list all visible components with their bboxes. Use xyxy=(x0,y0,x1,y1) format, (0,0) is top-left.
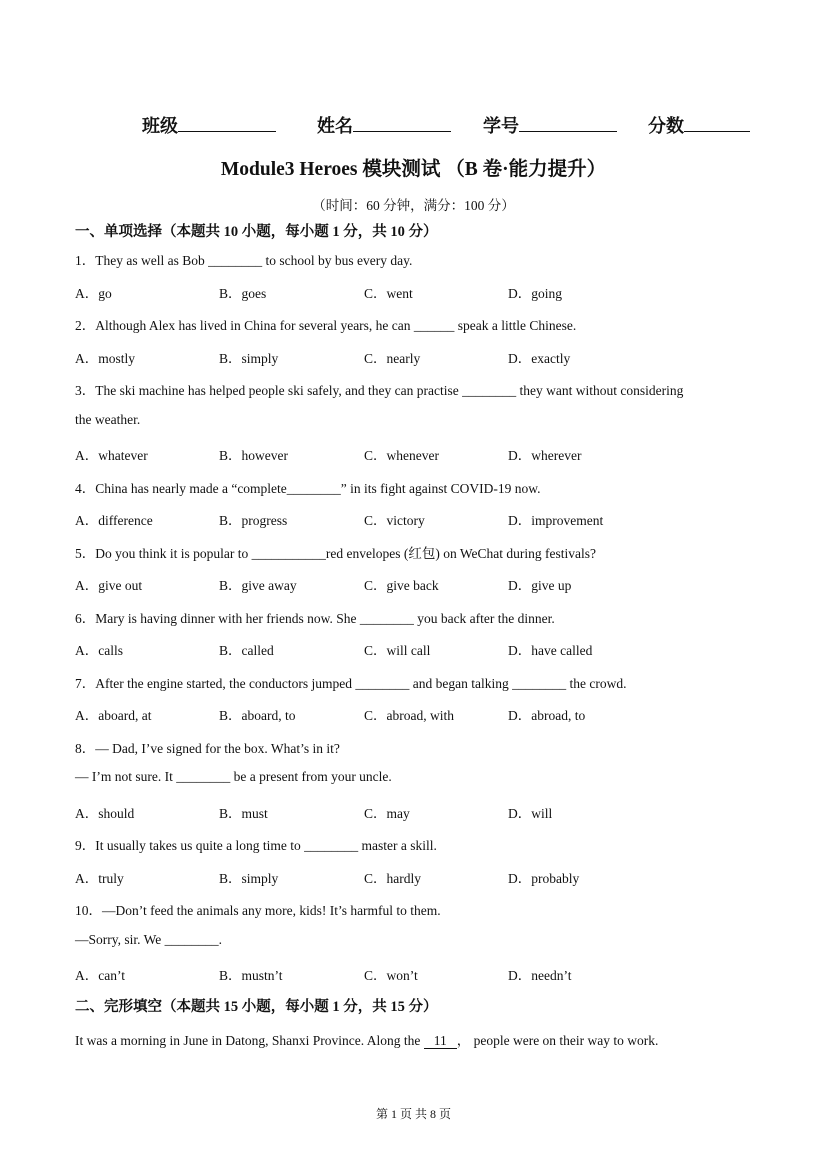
page-footer: 第 1 页 共 8 页 xyxy=(375,1107,451,1121)
q3-option-a[interactable]: A．whatever xyxy=(75,448,148,463)
question-6: 6．Mary is having dinner with her friends now. She ________ you back after the dinner. xyxy=(75,611,555,626)
q3-option-d[interactable]: D．wherever xyxy=(508,448,582,463)
question-3-continued: the weather. xyxy=(75,412,141,427)
q8-option-d[interactable]: D．will xyxy=(508,806,553,821)
student-id-label: 学号 xyxy=(483,116,519,136)
q7-option-b[interactable]: B．aboard, to xyxy=(219,708,296,723)
q3-option-c[interactable]: C．whenever xyxy=(364,448,439,463)
section-1-heading: 一、单项选择（本题共 10 小题，每小题 1 分，共 10 分） xyxy=(75,224,438,240)
q6-option-a[interactable]: A．calls xyxy=(75,643,123,658)
q9-option-b[interactable]: B．simply xyxy=(219,871,279,886)
q4-option-c[interactable]: C．victory xyxy=(364,513,425,528)
q4-option-b[interactable]: B．progress xyxy=(219,513,288,528)
q2-option-a[interactable]: A．mostly xyxy=(75,351,136,366)
q2-option-b[interactable]: B．simply xyxy=(219,351,279,366)
page-subtitle: （时间：60 分钟，满分：100 分） xyxy=(312,198,515,213)
cloze-text-before: It was a morning in June in Datong, Shanxi Province. Along the xyxy=(75,1033,424,1048)
class-blank[interactable] xyxy=(178,115,276,132)
q3-option-b[interactable]: B．however xyxy=(219,448,288,463)
question-1: 1．They as well as Bob ________ to school by bus every day. xyxy=(75,253,413,268)
question-8-reply: — I’m not sure. It ________ be a present from your uncle. xyxy=(75,769,392,784)
cloze-passage-line xyxy=(75,1029,658,1049)
student-id-field[interactable] xyxy=(483,112,617,138)
question-7: 7．After the engine started, the conductors jumped ________ and began talking ________ the crowd. xyxy=(75,676,627,691)
class-field[interactable] xyxy=(142,112,276,138)
class-label: 班级 xyxy=(142,116,178,136)
q6-option-c[interactable]: C．will call xyxy=(364,643,431,658)
q1-option-d[interactable]: D．going xyxy=(508,286,562,301)
question-10: 10．—Don’t feed the animals any more, kids! It’s harmful to them. xyxy=(75,903,441,918)
score-blank[interactable] xyxy=(684,115,750,132)
q6-option-b[interactable]: B．called xyxy=(219,643,274,658)
q4-option-d[interactable]: D．improvement xyxy=(508,513,604,528)
q1-option-a[interactable]: A．go xyxy=(75,286,112,301)
name-field[interactable] xyxy=(317,112,451,138)
question-10-reply: —Sorry, sir. We ________. xyxy=(75,932,223,947)
q5-option-d[interactable]: D．give up xyxy=(508,578,572,593)
name-label: 姓名 xyxy=(317,116,353,136)
q9-option-a[interactable]: A．truly xyxy=(75,871,124,886)
question-4: 4．China has nearly made a “complete________” in its fight against COVID-19 now. xyxy=(75,481,541,496)
q7-option-d[interactable]: D．abroad, to xyxy=(508,708,586,723)
q8-option-b[interactable]: B．must xyxy=(219,806,268,821)
q10-option-b[interactable]: B．mustn’t xyxy=(219,968,283,983)
q7-option-c[interactable]: C．abroad, with xyxy=(364,708,454,723)
question-5: 5．Do you think it is popular to ___________red envelopes (红包) on WeChat during festivals? xyxy=(75,546,596,561)
q1-option-c[interactable]: C．went xyxy=(364,286,413,301)
question-9: 9．It usually takes us quite a long time to ________ master a skill. xyxy=(75,838,437,853)
question-8: 8．— Dad, I’ve signed for the box. What’s in it? xyxy=(75,741,340,756)
q4-option-a[interactable]: A．difference xyxy=(75,513,153,528)
section-2-heading: 二、完形填空（本题共 15 小题，每小题 1 分，共 15 分） xyxy=(75,999,438,1015)
q5-option-b[interactable]: B．give away xyxy=(219,578,297,593)
cloze-blank-11[interactable]: 11 xyxy=(424,1033,457,1049)
q5-option-c[interactable]: C．give back xyxy=(364,578,439,593)
q10-option-c[interactable]: C．won’t xyxy=(364,968,418,983)
q2-option-c[interactable]: C．nearly xyxy=(364,351,421,366)
question-2: 2．Although Alex has lived in China for several years, he can ______ speak a little Chinese. xyxy=(75,318,577,333)
q7-option-a[interactable]: A．aboard, at xyxy=(75,708,152,723)
q5-option-a[interactable]: A．give out xyxy=(75,578,143,593)
student-id-blank[interactable] xyxy=(519,115,617,132)
question-3: 3．The ski machine has helped people ski safely, and they can practise ________ they want without considering xyxy=(75,383,684,398)
score-label: 分数 xyxy=(648,116,684,136)
q10-option-a[interactable]: A．can’t xyxy=(75,968,125,983)
name-blank[interactable] xyxy=(353,115,451,132)
q6-option-d[interactable]: D．have called xyxy=(508,643,593,658)
page-title: Module3 Heroes 模块测试 （B 卷·能力提升） xyxy=(220,159,607,180)
q1-option-b[interactable]: B．goes xyxy=(219,286,267,301)
q8-option-a[interactable]: A．should xyxy=(75,806,135,821)
score-field[interactable] xyxy=(648,112,750,138)
q9-option-c[interactable]: C．hardly xyxy=(364,871,421,886)
cloze-text-after: ， people were on their way to work. xyxy=(456,1033,659,1048)
q8-option-c[interactable]: C．may xyxy=(364,806,410,821)
q10-option-d[interactable]: D．needn’t xyxy=(508,968,572,983)
q9-option-d[interactable]: D．probably xyxy=(508,871,580,886)
q2-option-d[interactable]: D．exactly xyxy=(508,351,571,366)
